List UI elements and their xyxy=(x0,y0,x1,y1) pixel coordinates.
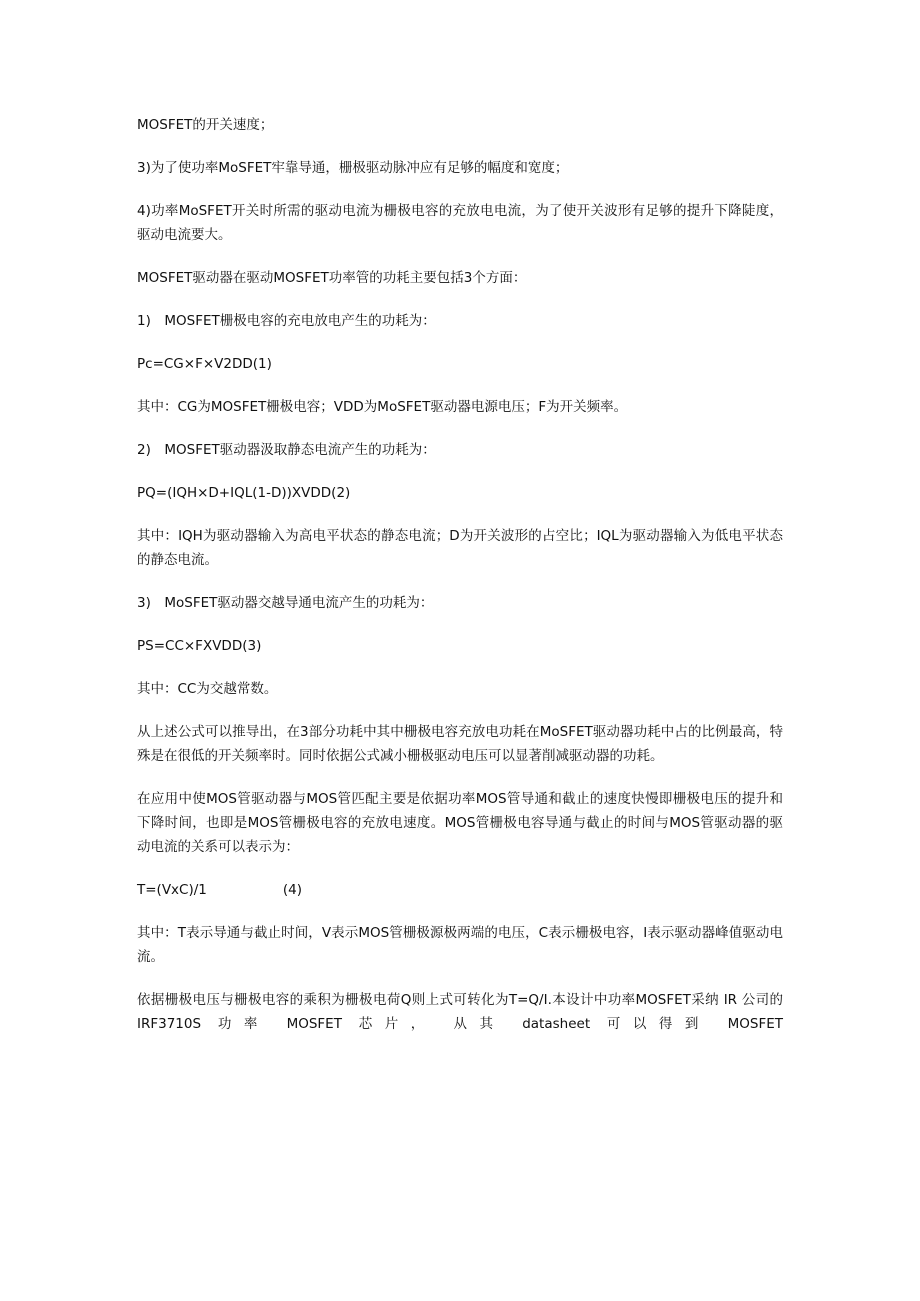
paragraph-item-4-drive-current: 4)功率MoSFET开关时所需的驱动电流为栅极电容的充放电电流，为了使开关波形有足够的提升下降陡度，驱动电流要大。 xyxy=(137,203,783,243)
paragraph-formula-1-explanation: 其中：CG为MOSFET栅极电容；VDD为MoSFET驱动器电源电压；F为开关频率。 xyxy=(137,399,628,415)
formula-3: PS=CC×FXVDD(3) xyxy=(137,638,262,654)
paragraph-driver-matching: 在应用中使MOS管驱动器与MOS管匹配主要是依据功率MOS管导通和截止的速度快慢即栅极电压的提升和下降时间，也即是MOS管栅极电容的充放电速度。MOS管栅极电容导通与截止的时间与MOS管驱动器的驱动电流的关系可以表示为： xyxy=(137,791,783,855)
paragraph-item-3-gate-pulse: 3)为了使功率MoSFET牢靠导通，栅极驱动脉冲应有足够的幅度和宽度； xyxy=(137,160,569,176)
formula-2: PQ=(IQH×D+IQL(1-D))XVDD(2) xyxy=(137,485,351,501)
formula-4-expression: T=(VxC)/1 xyxy=(137,882,207,898)
paragraph-gate-charge: 依据栅极电压与栅极电容的乘积为栅极电荷Q则上式可转化为T=Q/I.本设计中功率MOSFET采纳 IR 公司的 IRF3710S 功率 MOSFET 芯片， 从其 datasheet 可以得到 MOSFET xyxy=(137,992,783,1032)
paragraph-formula-2-explanation: 其中：IQH为驱动器输入为高电平状态的静态电流；D为开关波形的占空比；IQL为驱动器输入为低电平状态的静态电流。 xyxy=(137,528,783,568)
formula-4 xyxy=(137,878,783,902)
paragraph-switch-speed: MOSFET的开关速度； xyxy=(137,117,274,133)
formula-1: Pc=CG×F×V2DD(1) xyxy=(137,356,272,372)
paragraph-formula-3-explanation: 其中：CC为交越常数。 xyxy=(137,681,278,697)
paragraph-loss-3-heading: 3) MoSFET驱动器交越导通电流产生的功耗为： xyxy=(137,595,434,611)
paragraph-formula-4-explanation: 其中：T表示导通与截止时间，V表示MOS管栅极源极两端的电压，C表示栅极电容，I表示驱动器峰值驱动电流。 xyxy=(137,925,783,965)
paragraph-loss-2-heading: 2) MOSFET驱动器汲取静态电流产生的功耗为： xyxy=(137,442,436,458)
paragraph-power-loss-intro: MOSFET驱动器在驱动MOSFET功率管的功耗主要包括3个方面： xyxy=(137,270,527,286)
paragraph-derivation: 从上述公式可以推导出，在3部分功耗中其中栅极电容充放电功耗在MoSFET驱动器功耗中占的比例最高，特殊是在很低的开关频率时。同时依据公式减小栅极驱动电压可以显著削减驱动器的功耗。 xyxy=(137,724,783,764)
formula-4-number: (4) xyxy=(282,882,303,898)
paragraph-loss-1-heading: 1) MOSFET栅极电容的充电放电产生的功耗为： xyxy=(137,313,436,329)
document-page xyxy=(137,113,783,1055)
